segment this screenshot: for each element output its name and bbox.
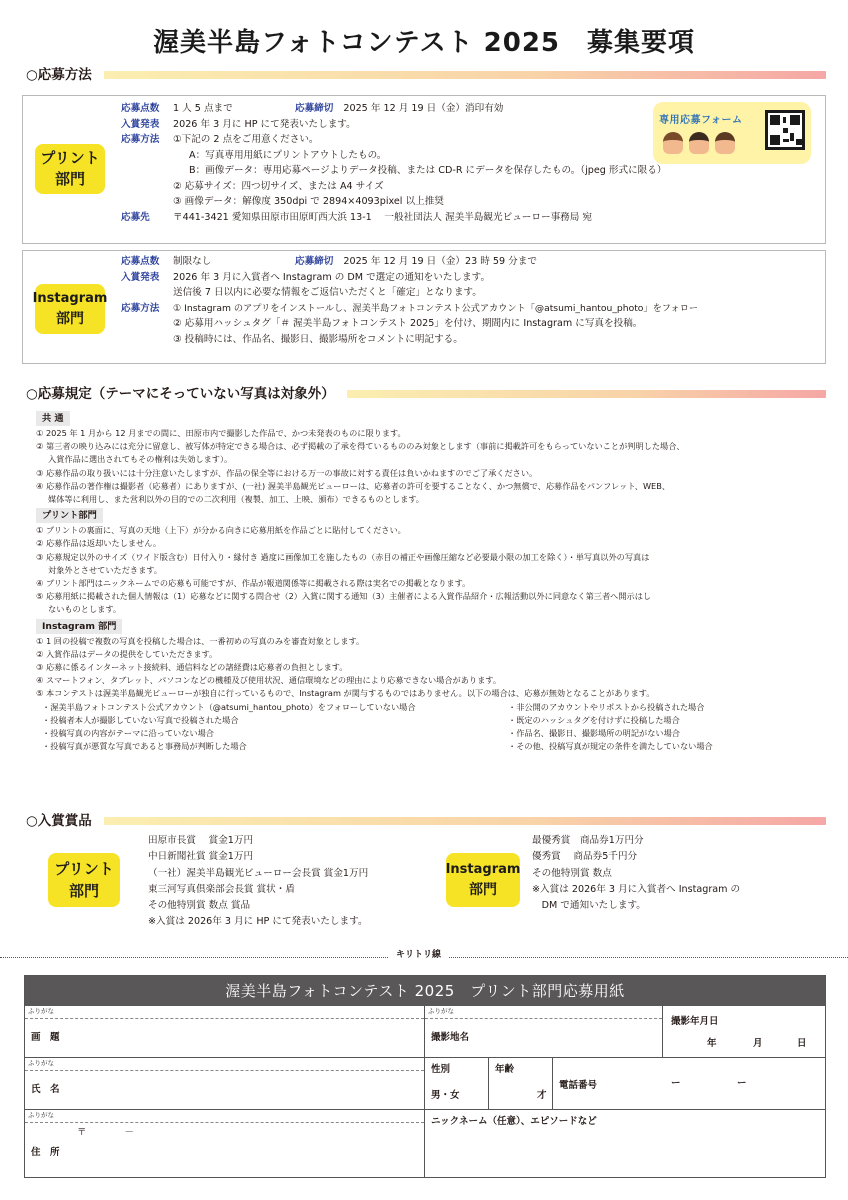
print-dept-badge: プリント 部門: [35, 144, 105, 194]
print-method-box: プリント 部門 応募点数 1 人 5 点まで 応募締切 2025 年 12 月 19 日（金）消印有効 入賞発表 2026 年 3 月に HP にて発表いたします。 応募方法 ①下記の 2 点をご用意ください。 A：写真専用用紙にプリントアウトしたもの。 B：画像データ：専用応募ページよりデータ投稿、または CD-R にデータを保存したもの。（jpeg 形式に限る） ② 応募サイズ：四つ切サイズ、または A4 サイズ ③ 画像データ：解像度 350dpi で 2894×4093pixel 以上推奨 応募先 〒441-3421 愛知県田原市田原町西大浜 13-1 一般社団法人 渥美半島観光ビューロー事務局 宛 専用応募フォーム: [22, 95, 826, 244]
invalid-case-item: ・渥美半島フォトコンテスト公式アカウント（@atsumi_hantou_photo）をフォローしていない場合: [42, 701, 416, 712]
rule-item: ④ 応募作品の著作権は撮影者（応募者）にありますが、(一社) 渥美半島観光ビューローは、応募者の許可を要することなく、かつ無償で、応募作品をパンフレット、WEB、: [36, 480, 671, 491]
rule-item: ② 応募作品は返却いたしません。: [36, 538, 162, 549]
prize-item: （一社）渥美半島観光ビューロー会長賞 賞金1万円: [148, 867, 369, 879]
prize-item: 田原市長賞 賞金1万円: [148, 835, 254, 846]
age-field[interactable]: 年齢 才: [489, 1058, 553, 1110]
rule-item: ② 第三者の映り込みには充分に留意し、被写体が特定できる場合は、必ず掲載の了承を得ているもののみ対象とします（事前に掲載許可をもらっていないことが判明した場合、: [36, 441, 685, 452]
prize-print-list: [148, 833, 368, 931]
location-field[interactable]: ふりがな 撮影地名: [425, 1006, 663, 1058]
person-illustration-icon: [689, 132, 709, 154]
cut-line-label: キリトリ線: [388, 949, 449, 961]
rule-item: ⑤ 本コンテストは渥美半島観光ビューローが独自に行っているもので、Instagram が関与するものではありません。以下の場合は、応募が無効となることがあります。: [36, 688, 655, 699]
person-illustration-icon: [715, 132, 735, 154]
prize-item: 東三河写真倶楽部会長賞 賞状・盾: [148, 883, 295, 895]
rule-item: ② 入賞作品はデータの提供をしていただきます。: [36, 648, 218, 659]
rules-common-tag: 共 通: [36, 411, 70, 426]
rules-print-tag: プリント部門: [36, 508, 103, 523]
invalid-case-item: ・既定のハッシュタグを付けずに投稿した場合: [508, 714, 680, 725]
rule-item: ⑤ 応募用紙に掲載された個人情報は（1）応募などに関する問合せ（2）入賞に関する通知（3）主催者による入賞作品紹介・広報活動以外に同意なく第三者へ開示はし: [36, 591, 652, 602]
section-heading-method: ○応募方法: [26, 66, 826, 84]
heading-gradient-bar: [104, 817, 826, 825]
prize-item: 最優秀賞 商品券1万円分: [532, 835, 644, 846]
rule-item: 入賞作品に選出されてもその権利は失効します）。: [48, 454, 233, 465]
section-heading-rules: ○応募規定（テーマにそっていない写真は対象外）: [26, 385, 826, 403]
work-title-field[interactable]: ふりがな 画 題: [25, 1006, 425, 1058]
invalid-case-item: ・非公開のアカウントやリポストから投稿された場合: [508, 701, 705, 712]
rules-body: [36, 409, 826, 753]
prize-item: 中日新聞社賞 賞金1万円: [148, 851, 254, 863]
qr-code-icon[interactable]: [765, 110, 805, 150]
invalid-case-item: ・投稿写真の内容がテーマに沿っていない場合: [42, 728, 214, 739]
prize-item: 優秀賞 商品券5千円分: [532, 851, 638, 863]
entry-form: [24, 975, 826, 1178]
invalid-case-item: ・作品名、撮影日、撮影場所の明記がない場合: [508, 728, 680, 739]
prize-item: その他特別賞 数点: [532, 867, 612, 879]
prize-note: DM で通知いたします。: [532, 900, 646, 912]
invalid-case-item: ・投稿者本人が撮影していない写真で投稿された場合: [42, 714, 239, 725]
instagram-dept-badge: Instagram 部門: [35, 284, 105, 334]
name-field[interactable]: ふりがな 氏 名: [25, 1058, 425, 1110]
rule-item: ないものとします。: [48, 604, 122, 615]
entry-form-label: 専用応募フォーム: [659, 115, 743, 126]
person-illustration-icon: [663, 132, 683, 154]
instagram-method-box: Instagram 部門 応募点数 制限なし 応募締切 2025 年 12 月 19 日（金）23 時 59 分まで 入賞発表 2026 年 3 月に入賞者へ Instagram の DM で選定の通知をいたします。 送信後 7 日以内に必要な情報をご返信いただくと「確定」となります。 応募方法 ① Instagram のアプリをインストールし、渥美半島フォトコンテスト公式アカウント「@atsumi_hantou_photo」をフォロー ② 応募用ハッシュタグ「＃ 渥美半島フォトコンテスト 2025」を付け、期間内に Instagram に写真を投稿。 ③ 投稿時には、作品名、撮影日、撮影場所をコメントに明記する。: [22, 250, 826, 364]
prize-item: その他特別賞 数点 賞品: [148, 900, 251, 912]
prize-instagram-badge: Instagram 部門: [446, 853, 520, 907]
rule-item: ① プリントの裏面に、写真の天地（上下）が分かる向きに応募用紙を作品ごとに貼付してください。: [36, 525, 406, 536]
entry-form-qr-link[interactable]: [653, 102, 811, 164]
rule-item: 対象外とさせていただきます。: [48, 564, 162, 575]
gender-field[interactable]: 性別 男・女: [425, 1058, 489, 1110]
prize-print-badge: プリント 部門: [48, 853, 120, 907]
invalid-case-item: ・その他、投稿写真が規定の条件を満たしていない場合: [508, 741, 713, 752]
entry-form-title: 渥美半島フォトコンテスト 2025 プリント部門応募用紙: [25, 976, 825, 1006]
rule-item: ④ スマートフォン、タブレット、パソコンなどの機種及び使用状況、通信環境などの理由により応募できない場合があります。: [36, 675, 502, 686]
heading-gradient-bar: [347, 390, 826, 398]
section-heading-prizes: ○入賞賞品: [26, 812, 826, 830]
shoot-date-field[interactable]: 撮影年月日 年 月 日: [663, 1006, 825, 1058]
prize-instagram-list: [532, 833, 740, 914]
rule-item: 媒体等に利用し、また営利以外の目的での二次利用（複製、加工、上映、頒布）できるものとします。: [48, 494, 424, 505]
rule-item: ③ 応募に係るインターネット接続料、通信料などの諸経費は応募者の負担とします。: [36, 662, 348, 673]
phone-field[interactable]: 電話番号 ー ー: [553, 1058, 825, 1110]
prize-note: ※入賞は 2026年 3 月に HP にて発表いたします。: [148, 916, 368, 928]
rules-instagram-tag: Instagram 部門: [36, 619, 122, 634]
rule-item: ③ 応募作品の取り扱いには十分注意いたしますが、作品の保全等における万一の事故に対する責任は負いかねますのでご了承ください。: [36, 467, 538, 478]
rule-item: ① 2025 年 1 月から 12 月までの間に、田原市内で撮影した作品で、かつ未発表のものに限ります。: [36, 428, 406, 438]
address-field[interactable]: ふりがな 〒 － 住 所: [25, 1110, 425, 1177]
rule-item: ③ 応募規定以外のサイズ（ワイド版含む）日付入り・縁付き 過度に画像加工を施したもの（赤目の補正や画像圧縮など必要最小限の加工を除く）・単写真以外の写真は: [36, 551, 650, 562]
page-title: 渥美半島フォトコンテスト 2025 募集要項: [152, 28, 696, 58]
nickname-episode-field[interactable]: ニックネーム（任意）、エピソードなど: [431, 1116, 597, 1127]
rule-item: ① 1 回の投稿で複数の写真を投稿した場合は、一番初めの写真のみを審査対象とします。: [36, 635, 365, 646]
rule-item: ④ プリント部門はニックネームでの応募も可能ですが、作品が報道関係等に掲載される際は実名での掲載となります。: [36, 578, 471, 589]
invalid-case-item: ・投稿写真が悪質な写真であると事務局が判断した場合: [42, 741, 247, 752]
prize-note: ※入賞は 2026年 3 月に入賞者へ Instagram の: [532, 883, 741, 895]
heading-gradient-bar: [104, 71, 826, 79]
